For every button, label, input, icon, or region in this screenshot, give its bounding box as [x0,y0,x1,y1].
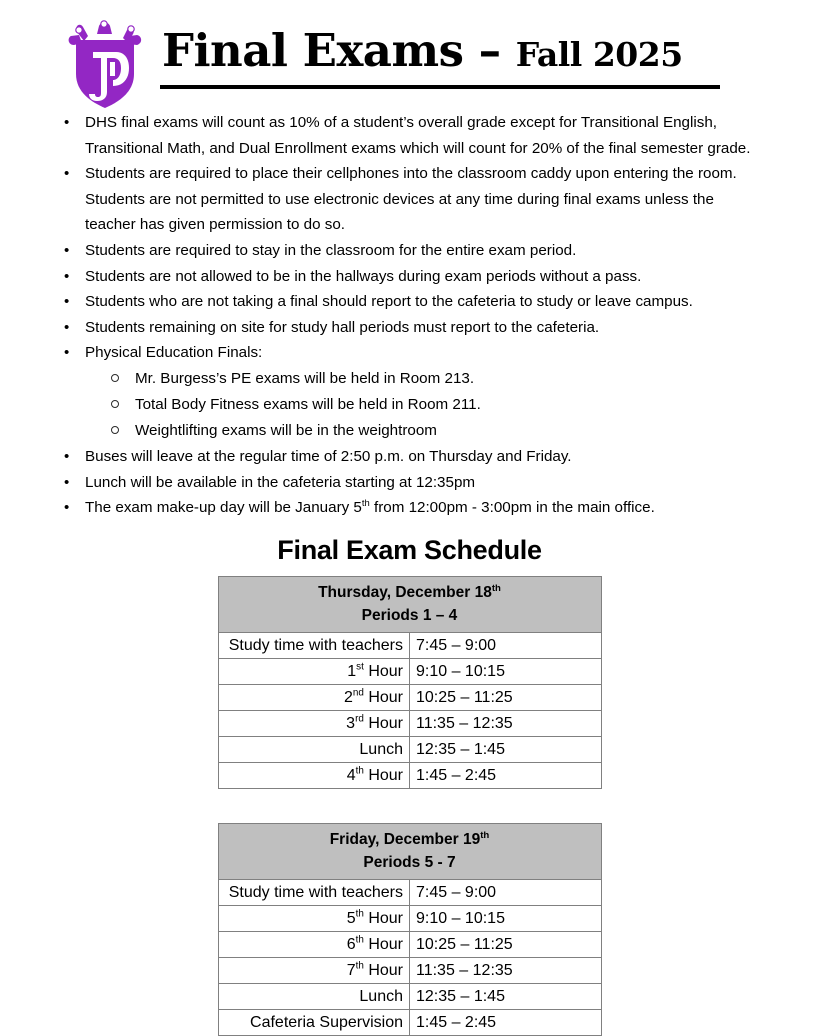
schedule-time-range: 10:25 – 11:25 [410,931,602,957]
schedule-time-range: 7:45 – 9:00 [410,879,602,905]
notice-text: DHS final exams will count as 10% of a student’s overall grade except for Transitional English, Transitional Math, and Dual Enrollment exams which will count for 20% of the final semester grade. [85,114,751,157]
schedule-table [218,576,602,789]
table-row [218,736,601,762]
bullet-icon: • [64,165,70,183]
notice-subitem [85,418,757,444]
notice-item [0,264,757,290]
table-header-periods: Periods 5 - 7 [363,853,456,871]
notice-subitem [85,392,757,418]
schedule-period-label: 2nd Hour [218,684,410,710]
table-header-cell [218,576,601,632]
title-underline-rule [160,85,720,89]
ordinal-suffix: th [480,829,490,841]
notice-text: Buses will leave at the regular time of 2:50 p.m. on Thursday and Friday. [85,447,572,465]
ordinal-suffix: th [355,934,364,946]
schedule-time-range: 11:35 – 12:35 [410,710,602,736]
schedule-period-label: 5th Hour [218,905,410,931]
schedule-period-label: 6th Hour [218,931,410,957]
table-header-row [218,576,601,632]
bullet-icon: • [64,293,70,311]
schedule-time-range: 9:10 – 10:15 [410,905,602,931]
schedule-heading: Final Exam Schedule [277,534,542,565]
schedule-period-label: 1st Hour [218,658,410,684]
ordinal-suffix: rd [355,713,364,725]
table-header-periods: Periods 1 – 4 [361,606,458,624]
schedule-time-range: 10:25 – 11:25 [410,684,602,710]
table-header-date: Friday, December 19th [329,829,490,848]
document-masthead [0,0,819,110]
table-row [218,879,601,905]
notice-item [0,340,757,444]
notice-text: Students who are not taking a final should report to the cafeteria to study or leave campus. [85,293,693,311]
table-row [218,632,601,658]
schedule-period-label: Cafeteria Supervision [218,1009,410,1035]
notice-text: Students remaining on site for study hall periods must report to the cafeteria. [85,318,600,336]
schedule-period-label: Lunch [218,736,410,762]
notice-subitem-list [85,366,757,444]
hollow-bullet-icon [111,374,119,382]
schedule-period-label: Lunch [218,983,410,1009]
table-row [218,905,601,931]
table-row [218,658,601,684]
notice-text: The exam make-up day will be January 5th from 12:00pm - 3:00pm in the main office. [85,497,655,517]
schedule-tables-container [0,576,819,1036]
table-row [218,931,601,957]
schedule-time-range: 7:45 – 9:00 [410,632,602,658]
notice-subitem-text: Mr. Burgess’s PE exams will be held in Room 213. [135,369,475,387]
bullet-icon: • [64,499,70,517]
table-row [218,710,601,736]
notice-item [0,161,757,238]
schedule-period-label: Study time with teachers [218,632,410,658]
ordinal-suffix: th [355,960,364,972]
title-main-text: Final Exams – [162,24,516,77]
schedule-time-range: 1:45 – 2:45 [410,1009,602,1035]
ordinal-suffix: st [356,661,364,673]
bullet-icon: • [64,241,70,259]
notice-item [0,110,757,161]
schedule-time-range: 11:35 – 12:35 [410,957,602,983]
notice-item [0,238,757,264]
table-row [218,957,601,983]
table-spacer [0,789,819,823]
notice-item [0,444,757,470]
bullet-icon: • [64,447,70,465]
table-header-date: Thursday, December 18th [318,582,501,601]
notice-text: Physical Education Finals: [85,344,263,362]
notice-text: Students are required to place their cellphones into the classroom caddy upon entering the room. Students are not permitted to use electronic devices at any time during final exams unless the teacher has given permission to do so. [85,165,737,234]
schedule-period-label: 4th Hour [218,762,410,788]
bullet-icon: • [64,473,70,491]
bullet-icon: • [64,344,70,362]
notice-text: Lunch will be available in the cafeteria starting at 12:35pm [85,473,476,491]
title-term-text: Fall 2025 [515,35,683,74]
bullet-icon: • [64,318,70,336]
document-title-block [160,26,800,89]
dhs-shield-crown-logo [63,18,147,110]
ordinal-suffix: th [355,908,364,920]
notice-item [0,315,757,341]
notice-subitem-text: Weightlifting exams will be in the weightroom [135,421,437,439]
ordinal-suffix: th [491,582,501,594]
notice-item [0,470,757,496]
table-header-row [218,823,601,879]
notice-item [0,495,757,521]
table-header-cell [218,823,601,879]
schedule-period-label: 7th Hour [218,957,410,983]
hollow-bullet-icon [111,400,119,408]
schedule-table-wrapper [0,823,819,1036]
notice-subitem-text: Total Body Fitness exams will be held in Room 211. [135,395,481,413]
ordinal-suffix: th [361,497,370,509]
schedule-time-range: 1:45 – 2:45 [410,762,602,788]
table-row [218,684,601,710]
notice-subitem [85,366,757,392]
ordinal-suffix: th [355,765,364,777]
notice-text: Students are required to stay in the classroom for the entire exam period. [85,241,577,259]
table-row [218,1009,601,1035]
table-row [218,983,601,1009]
bullet-icon: • [64,114,70,131]
hollow-bullet-icon [111,426,119,434]
page-title [160,26,800,82]
exam-notices-list [0,110,819,521]
schedule-period-label: Study time with teachers [218,879,410,905]
schedule-time-range: 12:35 – 1:45 [410,983,602,1009]
schedule-table [218,823,602,1036]
schedule-time-range: 9:10 – 10:15 [410,658,602,684]
notice-text: Students are not allowed to be in the hallways during exam periods without a pass. [85,267,642,285]
schedule-table-wrapper [0,576,819,789]
ordinal-suffix: nd [352,687,364,699]
bullet-icon: • [64,267,70,285]
table-row [218,762,601,788]
schedule-time-range: 12:35 – 1:45 [410,736,602,762]
schedule-period-label: 3rd Hour [218,710,410,736]
notice-item [0,289,757,315]
